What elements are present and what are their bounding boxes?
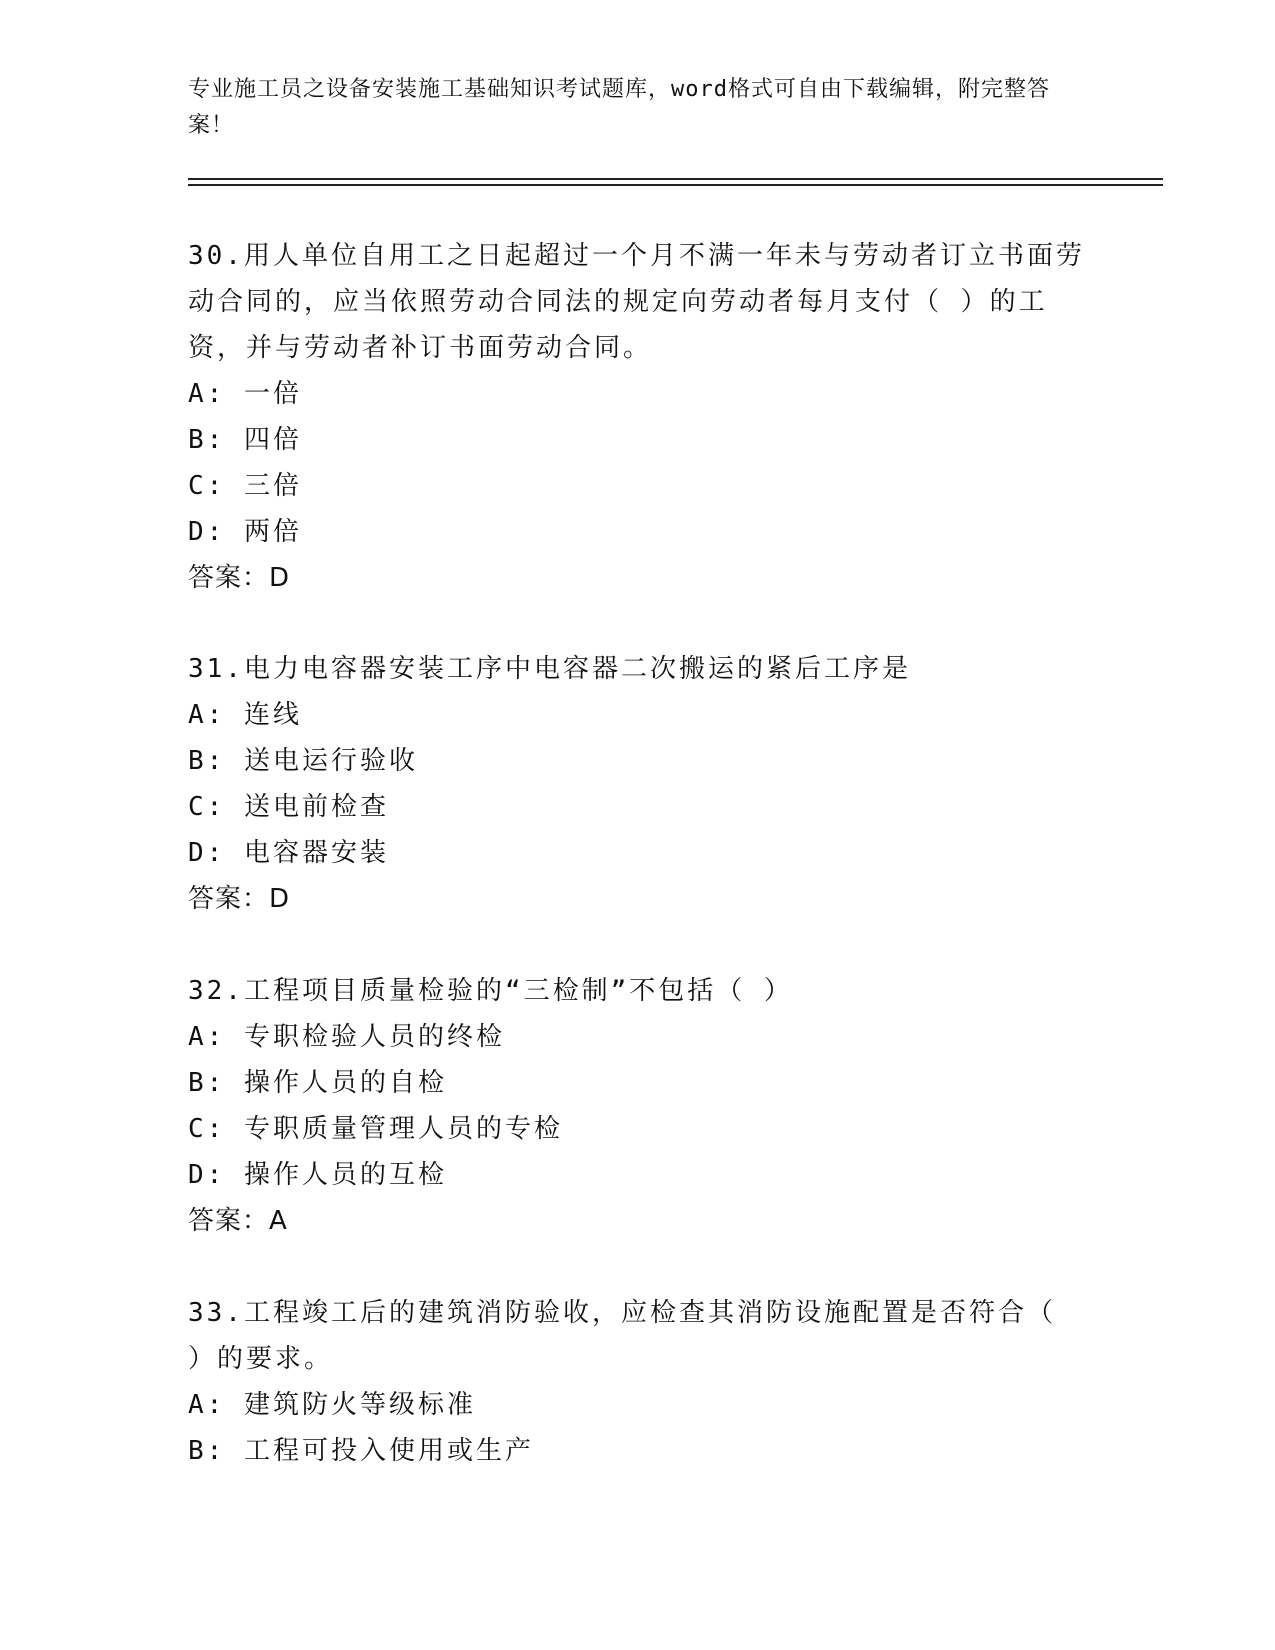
- option-b: B: 四倍: [188, 425, 302, 455]
- question-31: [188, 646, 1088, 922]
- question-30: [188, 233, 1088, 601]
- document-header: 专业施工员之设备安装施工基础知识考试题库，word格式可自由下载编辑，附完整答案！: [188, 77, 1050, 138]
- option-b: B: 操作人员的自检: [188, 1068, 447, 1098]
- question-stem: 33.工程竣工后的建筑消防验收，应检查其消防设施配置是否符合（ ）的要求。: [188, 1298, 1056, 1374]
- header-divider-top: [188, 178, 1163, 180]
- option-d: D: 操作人员的互检: [188, 1160, 447, 1190]
- answer: 答案：D: [188, 884, 291, 914]
- answer: 答案：D: [188, 563, 291, 593]
- option-c: C: 三倍: [188, 471, 302, 501]
- answer: 答案：A: [188, 1206, 288, 1236]
- option-d: D: 两倍: [188, 517, 302, 547]
- option-b: B: 工程可投入使用或生产: [188, 1436, 534, 1466]
- question-32: [188, 968, 1088, 1244]
- question-33: [188, 1290, 1088, 1474]
- question-stem: 31.电力电容器安装工序中电容器二次搬运的紧后工序是: [188, 654, 911, 684]
- header-divider-bottom: [188, 184, 1163, 186]
- question-stem: 32.工程项目质量检验的“三检制”不包括（ ）: [188, 976, 793, 1006]
- option-a: A: 建筑防火等级标准: [188, 1390, 476, 1420]
- question-stem: 30.用人单位自用工之日起超过一个月不满一年未与劳动者订立书面劳动合同的，应当依照劳动合同法的规定向劳动者每月支付（ ）的工资，并与劳动者补订书面劳动合同。: [188, 241, 1085, 363]
- option-b: B: 送电运行验收: [188, 746, 418, 776]
- option-c: C: 送电前检查: [188, 792, 389, 822]
- option-c: C: 专职质量管理人员的专检: [188, 1114, 563, 1144]
- option-d: D: 电容器安装: [188, 838, 389, 868]
- option-a: A: 连线: [188, 700, 302, 730]
- option-a: A: 专职检验人员的终检: [188, 1022, 505, 1052]
- option-a: A: 一倍: [188, 379, 302, 409]
